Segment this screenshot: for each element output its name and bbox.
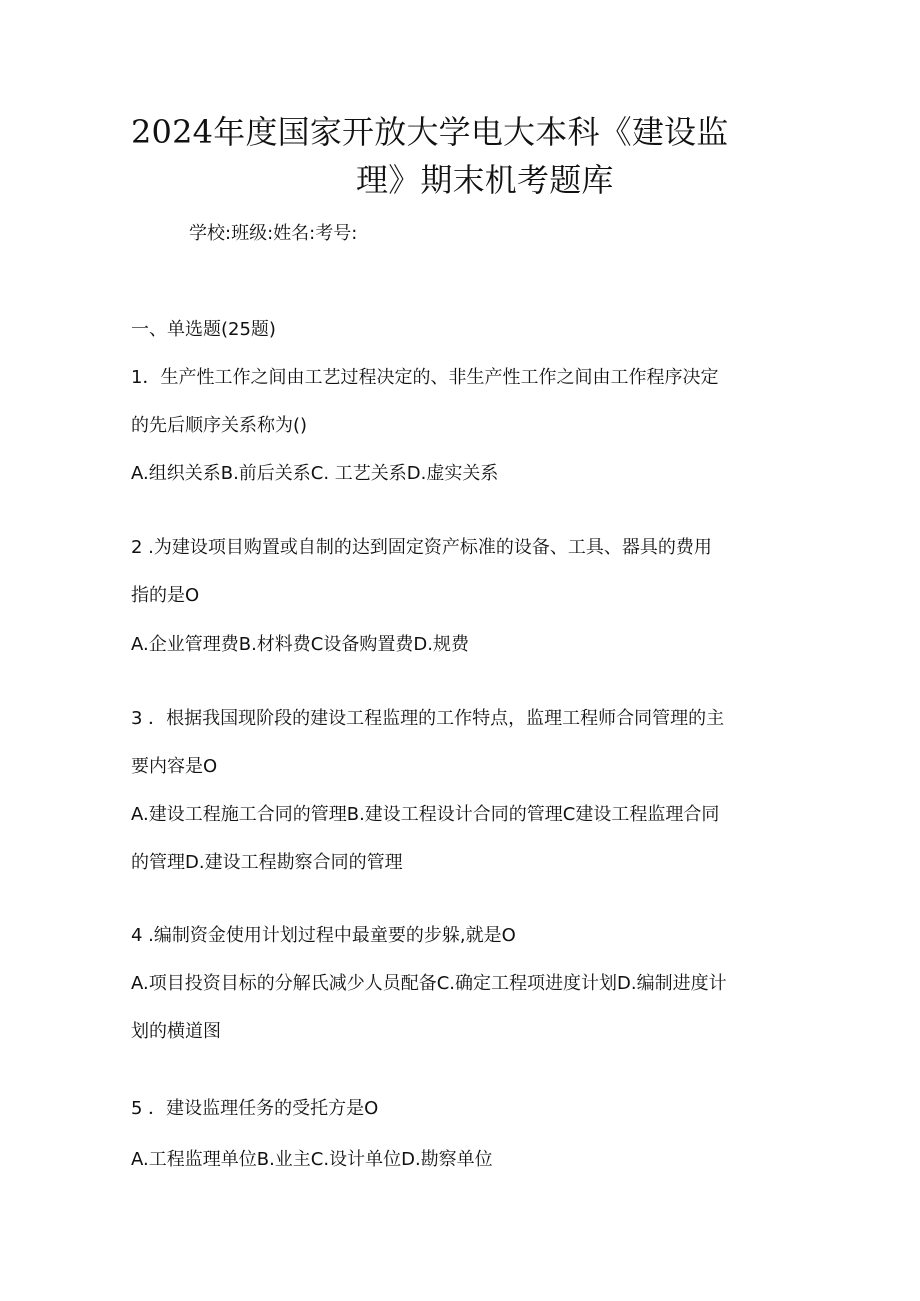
question-4-options-line-1: A.项目投资目标的分解氏减少人员配备C.确定工程项进度计划D.编制进度计 <box>131 973 727 994</box>
question-2-stem-line-2: 指的是O <box>131 585 200 606</box>
question-5-options: A.工程监理单位B.业主C.设计单位D.勘察单位 <box>131 1149 493 1170</box>
document-title-line-1: 2024年度国家开放大学电大本科《建设监 <box>131 113 729 151</box>
question-3-stem-line-1: 3 ．根据我国现阶段的建设工程监理的工作特点，监理工程师合同管理的主 <box>131 708 725 729</box>
question-2-stem-line-1: 2 .为建设项目购置或自制的达到固定资产标准的设备、工具、器具的费用 <box>131 537 712 558</box>
question-1-options: A.组织关系B.前后关系C. 工艺关系D.虚实关系 <box>131 463 499 484</box>
question-1-stem-line-2: 的先后顺序关系称为() <box>131 415 308 436</box>
document-title-line-2: 理》期末机考题库 <box>356 161 614 199</box>
question-3-options-line-2: 的管理D.建设工程勘察合同的管理 <box>131 852 403 873</box>
question-1-stem-line-1: 1．生产性工作之间由工艺过程决定的、非生产性工作之间由工作程序决定 <box>131 367 719 388</box>
question-2-options: A.企业管理费B.材料费C设备购置费D.规费 <box>131 634 469 655</box>
question-3-options-line-1: A.建设工程施工合同的管理B.建设工程设计合同的管理C建设工程监理合同 <box>131 804 720 825</box>
question-4-stem-line-1: 4 .编制资金使用计划过程中最童要的步躲,就是O <box>131 925 516 946</box>
section-heading: 一、单选题(25题) <box>131 319 276 340</box>
student-info-line: 学校:班级:姓名:考号: <box>189 223 358 244</box>
question-3-stem-line-2: 要内容是O <box>131 756 218 777</box>
question-4-options-line-2: 划的横道图 <box>131 1021 221 1042</box>
question-5-stem-line-1: 5 ．建设监理任务的受托方是O <box>131 1098 379 1119</box>
